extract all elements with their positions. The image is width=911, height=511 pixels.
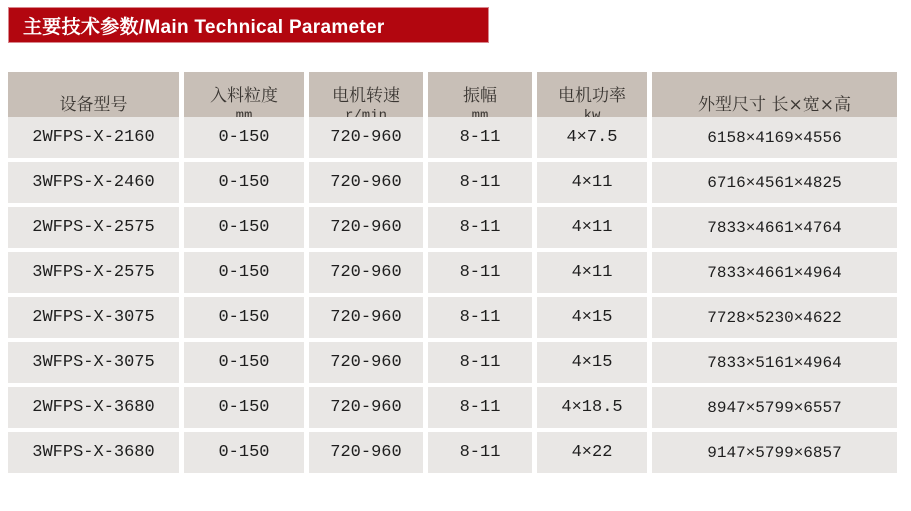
- table-cell: 3WFPS-X-3680: [8, 432, 179, 473]
- table-cell: 4×22: [537, 432, 647, 473]
- table-cell: 8-11: [428, 432, 532, 473]
- table-cell: 720-960: [309, 252, 423, 293]
- table-cell: 720-960: [309, 387, 423, 428]
- table-cell: 7728×5230×4622: [652, 297, 897, 338]
- table-cell: 2WFPS-X-3680: [8, 387, 179, 428]
- table-cell: 8-11: [428, 117, 532, 158]
- table-cell: 0-150: [184, 162, 304, 203]
- table-cell: 0-150: [184, 342, 304, 383]
- table-cell: 8-11: [428, 252, 532, 293]
- column-header-label: 入料粒度: [210, 86, 278, 107]
- table-cell: 0-150: [184, 297, 304, 338]
- table-cell: 8-11: [428, 162, 532, 203]
- table-cell: 0-150: [184, 387, 304, 428]
- table-cell: 4×15: [537, 342, 647, 383]
- table-cell: 8-11: [428, 207, 532, 248]
- table-cell: 3WFPS-X-2460: [8, 162, 179, 203]
- table-cell: 0-150: [184, 432, 304, 473]
- table-cell: 720-960: [309, 207, 423, 248]
- table-cell: 4×15: [537, 297, 647, 338]
- table-cell: 7833×4661×4964: [652, 252, 897, 293]
- section-title-bar: [8, 7, 489, 43]
- table-cell: 3WFPS-X-3075: [8, 342, 179, 383]
- column-header-label: 外型尺寸 长×宽×高: [698, 94, 851, 115]
- table-cell: 720-960: [309, 117, 423, 158]
- section-title: 主要技术参数/Main Technical Parameter: [23, 16, 385, 38]
- table-cell: 0-150: [184, 207, 304, 248]
- table-cell: 9147×5799×6857: [652, 432, 897, 473]
- table-cell: 4×18.5: [537, 387, 647, 428]
- table-cell: 0-150: [184, 117, 304, 158]
- table-cell: 6158×4169×4556: [652, 117, 897, 158]
- table-cell: 7833×4661×4764: [652, 207, 897, 248]
- table-cell: 720-960: [309, 342, 423, 383]
- table-cell: 3WFPS-X-2575: [8, 252, 179, 293]
- table-cell: 8947×5799×6557: [652, 387, 897, 428]
- table-cell: 4×7.5: [537, 117, 647, 158]
- table-cell: 720-960: [309, 297, 423, 338]
- column-header-label: 电机转速: [332, 86, 400, 107]
- table-cell: 2WFPS-X-2160: [8, 117, 179, 158]
- column-header-label: 设备型号: [59, 94, 128, 115]
- table-cell: 720-960: [309, 162, 423, 203]
- table-cell: 6716×4561×4825: [652, 162, 897, 203]
- parameters-table: [8, 72, 897, 473]
- table-cell: 8-11: [428, 387, 532, 428]
- table-cell: 7833×5161×4964: [652, 342, 897, 383]
- table-cell: 4×11: [537, 162, 647, 203]
- column-header-label: 电机功率: [558, 86, 626, 107]
- table-cell: 720-960: [309, 432, 423, 473]
- table-cell: 0-150: [184, 252, 304, 293]
- table-cell: 4×11: [537, 252, 647, 293]
- table-cell: 2WFPS-X-3075: [8, 297, 179, 338]
- table-cell: 8-11: [428, 342, 532, 383]
- table-cell: 4×11: [537, 207, 647, 248]
- column-header-label: 振幅: [463, 86, 497, 107]
- table-cell: 2WFPS-X-2575: [8, 207, 179, 248]
- table-cell: 8-11: [428, 297, 532, 338]
